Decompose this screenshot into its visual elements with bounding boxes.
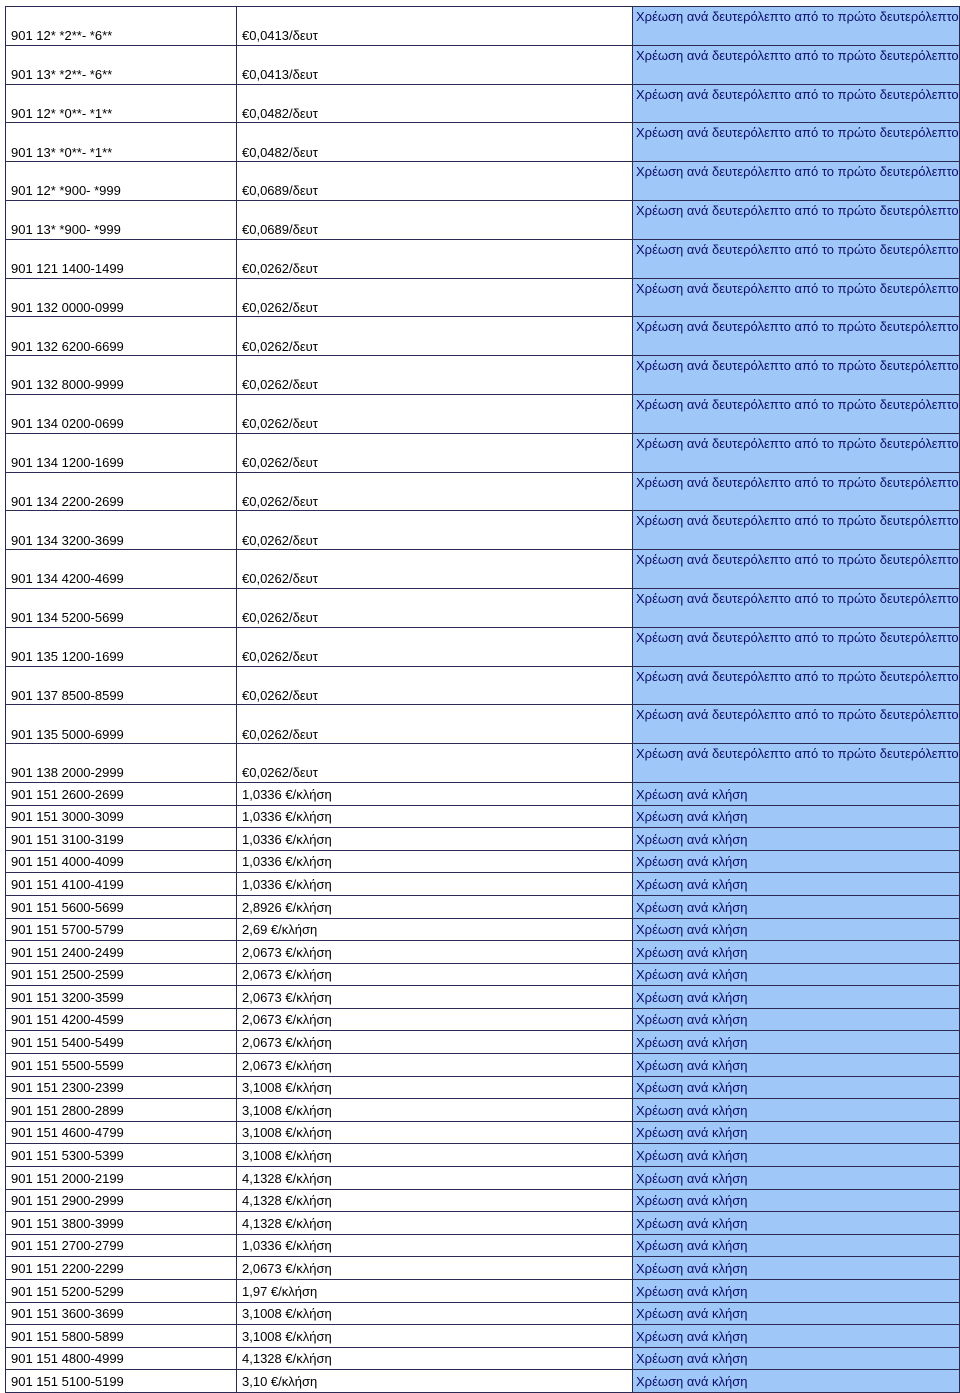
charging-note-cell: Χρέωση ανά κλήση xyxy=(633,963,960,986)
number-range-cell: 901 151 2200-2299 xyxy=(6,1257,237,1280)
rate-cell: 3,1008 €/κλήση xyxy=(237,1076,633,1099)
charging-note-cell: Χρέωση ανά δευτερόλεπτο από το πρώτο δευτερόλεπτο xyxy=(633,744,960,783)
charging-note-cell: Χρέωση ανά κλήση xyxy=(633,1257,960,1280)
charging-note-cell: Χρέωση ανά κλήση xyxy=(633,782,960,805)
charging-note-cell: Χρέωση ανά κλήση xyxy=(633,1302,960,1325)
per-second-row xyxy=(6,433,960,472)
charging-note-cell: Χρέωση ανά δευτερόλεπτο από το πρώτο δευτερόλεπτο xyxy=(633,162,960,201)
per-call-row xyxy=(6,963,960,986)
rate-cell: 3,1008 €/κλήση xyxy=(237,1099,633,1122)
rate-cell: 1,0336 €/κλήση xyxy=(237,873,633,896)
number-range-cell: 901 151 5800-5899 xyxy=(6,1325,237,1348)
per-second-row xyxy=(6,317,960,356)
number-range-cell: 901 151 5200-5299 xyxy=(6,1280,237,1303)
number-range-cell: 901 137 8500-8599 xyxy=(6,666,237,705)
number-range-cell: 901 151 4200-4599 xyxy=(6,1008,237,1031)
per-second-row xyxy=(6,666,960,705)
per-second-row xyxy=(6,627,960,666)
charging-note-cell: Χρέωση ανά δευτερόλεπτο από το πρώτο δευτερόλεπτο xyxy=(633,317,960,356)
per-call-row xyxy=(6,1234,960,1257)
charging-note-cell: Χρέωση ανά δευτερόλεπτο από το πρώτο δευτερόλεπτο xyxy=(633,200,960,239)
rate-cell: 3,1008 €/κλήση xyxy=(237,1121,633,1144)
number-range-cell: 901 151 4000-4099 xyxy=(6,850,237,873)
rates-table-body xyxy=(6,7,960,1393)
charging-note-cell: Χρέωση ανά κλήση xyxy=(633,850,960,873)
rate-cell: €0,0262/δευτ xyxy=(237,588,633,627)
rate-cell: 2,0673 €/κλήση xyxy=(237,1257,633,1280)
rate-cell: €0,0262/δευτ xyxy=(237,433,633,472)
rate-cell: 3,1008 €/κλήση xyxy=(237,1325,633,1348)
per-call-row xyxy=(6,941,960,964)
rate-cell: 4,1328 €/κλήση xyxy=(237,1189,633,1212)
charging-note-cell: Χρέωση ανά δευτερόλεπτο από το πρώτο δευτερόλεπτο xyxy=(633,356,960,395)
charging-note-cell: Χρέωση ανά κλήση xyxy=(633,1370,960,1393)
number-range-cell: 901 12* *900- *999 xyxy=(6,162,237,201)
rate-cell: €0,0262/δευτ xyxy=(237,317,633,356)
charging-note-cell: Χρέωση ανά κλήση xyxy=(633,1121,960,1144)
rate-cell: 2,0673 €/κλήση xyxy=(237,1054,633,1077)
rate-cell: 1,97 €/κλήση xyxy=(237,1280,633,1303)
per-second-row xyxy=(6,200,960,239)
rate-cell: 1,0336 €/κλήση xyxy=(237,782,633,805)
per-call-row xyxy=(6,1280,960,1303)
number-range-cell: 901 151 4600-4799 xyxy=(6,1121,237,1144)
rate-cell: €0,0262/δευτ xyxy=(237,627,633,666)
charging-note-cell: Χρέωση ανά δευτερόλεπτο από το πρώτο δευτερόλεπτο xyxy=(633,550,960,589)
number-range-cell: 901 151 4800-4999 xyxy=(6,1347,237,1370)
per-call-row xyxy=(6,1167,960,1190)
number-range-cell: 901 151 2400-2499 xyxy=(6,941,237,964)
per-call-row xyxy=(6,986,960,1009)
per-call-row xyxy=(6,1121,960,1144)
rate-cell: 4,1328 €/κλήση xyxy=(237,1212,633,1235)
charging-note-cell: Χρέωση ανά κλήση xyxy=(633,941,960,964)
number-range-cell: 901 151 5400-5499 xyxy=(6,1031,237,1054)
per-call-row xyxy=(6,1008,960,1031)
per-second-row xyxy=(6,705,960,744)
number-range-cell: 901 151 3800-3999 xyxy=(6,1212,237,1235)
per-call-row xyxy=(6,1076,960,1099)
rate-cell: 4,1328 €/κλήση xyxy=(237,1167,633,1190)
number-range-cell: 901 151 2600-2699 xyxy=(6,782,237,805)
per-second-row xyxy=(6,744,960,783)
per-second-row xyxy=(6,239,960,278)
per-call-row xyxy=(6,828,960,851)
charging-note-cell: Χρέωση ανά δευτερόλεπτο από το πρώτο δευτερόλεπτο xyxy=(633,511,960,550)
per-call-row xyxy=(6,1212,960,1235)
per-second-row xyxy=(6,472,960,511)
number-range-cell: 901 134 1200-1699 xyxy=(6,433,237,472)
charging-note-cell: Χρέωση ανά κλήση xyxy=(633,1189,960,1212)
rate-cell: €0,0262/δευτ xyxy=(237,744,633,783)
charging-note-cell: Χρέωση ανά κλήση xyxy=(633,1212,960,1235)
charging-note-cell: Χρέωση ανά δευτερόλεπτο από το πρώτο δευτερόλεπτο xyxy=(633,705,960,744)
rate-cell: €0,0262/δευτ xyxy=(237,550,633,589)
number-range-cell: 901 151 2500-2599 xyxy=(6,963,237,986)
charging-note-cell: Χρέωση ανά κλήση xyxy=(633,1054,960,1077)
rate-cell: €0,0262/δευτ xyxy=(237,278,633,317)
rate-cell: 3,1008 €/κλήση xyxy=(237,1302,633,1325)
number-range-cell: 901 151 5300-5399 xyxy=(6,1144,237,1167)
rate-cell: €0,0482/δευτ xyxy=(237,84,633,123)
rate-cell: 1,0336 €/κλήση xyxy=(237,1234,633,1257)
per-call-row xyxy=(6,1257,960,1280)
rate-cell: €0,0262/δευτ xyxy=(237,705,633,744)
per-call-row xyxy=(6,1325,960,1348)
rate-cell: 2,0673 €/κλήση xyxy=(237,941,633,964)
per-call-row xyxy=(6,850,960,873)
rate-cell: 2,0673 €/κλήση xyxy=(237,1031,633,1054)
charging-note-cell: Χρέωση ανά κλήση xyxy=(633,873,960,896)
per-call-row xyxy=(6,1054,960,1077)
number-range-cell: 901 151 2000-2199 xyxy=(6,1167,237,1190)
rate-cell: €0,0262/δευτ xyxy=(237,356,633,395)
number-range-cell: 901 138 2000-2999 xyxy=(6,744,237,783)
rate-cell: €0,0413/δευτ xyxy=(237,7,633,46)
rate-cell: €0,0689/δευτ xyxy=(237,200,633,239)
per-call-row xyxy=(6,918,960,941)
charging-note-cell: Χρέωση ανά κλήση xyxy=(633,1144,960,1167)
rate-cell: 4,1328 €/κλήση xyxy=(237,1347,633,1370)
number-range-cell: 901 134 5200-5699 xyxy=(6,588,237,627)
number-range-cell: 901 151 5100-5199 xyxy=(6,1370,237,1393)
per-call-row xyxy=(6,1189,960,1212)
charging-note-cell: Χρέωση ανά κλήση xyxy=(633,1031,960,1054)
number-range-cell: 901 132 6200-6699 xyxy=(6,317,237,356)
charging-note-cell: Χρέωση ανά κλήση xyxy=(633,1234,960,1257)
charging-note-cell: Χρέωση ανά κλήση xyxy=(633,1325,960,1348)
charging-note-cell: Χρέωση ανά δευτερόλεπτο από το πρώτο δευτερόλεπτο xyxy=(633,7,960,46)
rate-cell: €0,0262/δευτ xyxy=(237,472,633,511)
number-range-cell: 901 151 2800-2899 xyxy=(6,1099,237,1122)
number-range-cell: 901 151 3600-3699 xyxy=(6,1302,237,1325)
number-range-cell: 901 13* *0**- *1** xyxy=(6,123,237,162)
per-call-row xyxy=(6,895,960,918)
number-range-cell: 901 134 0200-0699 xyxy=(6,394,237,433)
charging-note-cell: Χρέωση ανά δευτερόλεπτο από το πρώτο δευτερόλεπτο xyxy=(633,278,960,317)
number-range-cell: 901 151 2300-2399 xyxy=(6,1076,237,1099)
per-second-row xyxy=(6,123,960,162)
charging-note-cell: Χρέωση ανά κλήση xyxy=(633,918,960,941)
number-range-cell: 901 151 3000-3099 xyxy=(6,805,237,828)
per-second-row xyxy=(6,278,960,317)
per-second-row xyxy=(6,550,960,589)
number-range-cell: 901 132 0000-0999 xyxy=(6,278,237,317)
per-call-row xyxy=(6,1144,960,1167)
charging-note-cell: Χρέωση ανά δευτερόλεπτο από το πρώτο δευτερόλεπτο xyxy=(633,84,960,123)
number-range-cell: 901 13* *900- *999 xyxy=(6,200,237,239)
charging-note-cell: Χρέωση ανά δευτερόλεπτο από το πρώτο δευτερόλεπτο xyxy=(633,394,960,433)
per-call-row xyxy=(6,1031,960,1054)
number-range-cell: 901 151 3200-3599 xyxy=(6,986,237,1009)
rate-cell: 2,8926 €/κλήση xyxy=(237,895,633,918)
per-second-row xyxy=(6,394,960,433)
per-second-row xyxy=(6,356,960,395)
rate-cell: 2,0673 €/κλήση xyxy=(237,1008,633,1031)
number-range-cell: 901 134 4200-4699 xyxy=(6,550,237,589)
charging-note-cell: Χρέωση ανά κλήση xyxy=(633,895,960,918)
charging-note-cell: Χρέωση ανά κλήση xyxy=(633,986,960,1009)
charging-note-cell: Χρέωση ανά κλήση xyxy=(633,1008,960,1031)
number-range-cell: 901 12* *2**- *6** xyxy=(6,7,237,46)
per-second-row xyxy=(6,84,960,123)
number-range-cell: 901 151 5600-5699 xyxy=(6,895,237,918)
number-range-cell: 901 151 4100-4199 xyxy=(6,873,237,896)
per-call-row xyxy=(6,1099,960,1122)
charging-note-cell: Χρέωση ανά δευτερόλεπτο από το πρώτο δευτερόλεπτο xyxy=(633,239,960,278)
rate-cell: 1,0336 €/κλήση xyxy=(237,850,633,873)
rate-cell: 2,69 €/κλήση xyxy=(237,918,633,941)
per-second-row xyxy=(6,588,960,627)
rate-cell: €0,0262/δευτ xyxy=(237,666,633,705)
charging-note-cell: Χρέωση ανά κλήση xyxy=(633,805,960,828)
charging-note-cell: Χρέωση ανά κλήση xyxy=(633,1076,960,1099)
rate-cell: €0,0262/δευτ xyxy=(237,511,633,550)
rate-cell: €0,0482/δευτ xyxy=(237,123,633,162)
per-call-row xyxy=(6,1370,960,1393)
rate-cell: 2,0673 €/κλήση xyxy=(237,986,633,1009)
number-range-cell: 901 151 3100-3199 xyxy=(6,828,237,851)
per-call-row xyxy=(6,805,960,828)
charging-note-cell: Χρέωση ανά δευτερόλεπτο από το πρώτο δευτερόλεπτο xyxy=(633,472,960,511)
rate-cell: €0,0262/δευτ xyxy=(237,239,633,278)
per-call-row xyxy=(6,782,960,805)
number-range-cell: 901 13* *2**- *6** xyxy=(6,45,237,84)
rate-cell: 3,10 €/κλήση xyxy=(237,1370,633,1393)
charging-note-cell: Χρέωση ανά δευτερόλεπτο από το πρώτο δευτερόλεπτο xyxy=(633,627,960,666)
rate-cell: €0,0413/δευτ xyxy=(237,45,633,84)
charging-note-cell: Χρέωση ανά δευτερόλεπτο από το πρώτο δευτερόλεπτο xyxy=(633,433,960,472)
charging-note-cell: Χρέωση ανά κλήση xyxy=(633,1167,960,1190)
charging-note-cell: Χρέωση ανά δευτερόλεπτο από το πρώτο δευτερόλεπτο xyxy=(633,123,960,162)
charging-note-cell: Χρέωση ανά δευτερόλεπτο από το πρώτο δευτερόλεπτο xyxy=(633,45,960,84)
rate-cell: €0,0689/δευτ xyxy=(237,162,633,201)
number-range-cell: 901 132 8000-9999 xyxy=(6,356,237,395)
per-second-row xyxy=(6,162,960,201)
number-range-cell: 901 151 5700-5799 xyxy=(6,918,237,941)
per-second-row xyxy=(6,7,960,46)
per-call-row xyxy=(6,1347,960,1370)
rate-cell: 1,0336 €/κλήση xyxy=(237,805,633,828)
number-range-cell: 901 134 2200-2699 xyxy=(6,472,237,511)
charging-note-cell: Χρέωση ανά κλήση xyxy=(633,828,960,851)
charging-note-cell: Χρέωση ανά δευτερόλεπτο από το πρώτο δευτερόλεπτο xyxy=(633,588,960,627)
rate-cell: 2,0673 €/κλήση xyxy=(237,963,633,986)
rate-cell: €0,0262/δευτ xyxy=(237,394,633,433)
charging-note-cell: Χρέωση ανά κλήση xyxy=(633,1347,960,1370)
per-second-row xyxy=(6,45,960,84)
per-second-row xyxy=(6,511,960,550)
number-range-cell: 901 135 5000-6999 xyxy=(6,705,237,744)
number-range-cell: 901 134 3200-3699 xyxy=(6,511,237,550)
per-call-row xyxy=(6,873,960,896)
number-range-cell: 901 151 2900-2999 xyxy=(6,1189,237,1212)
number-range-cell: 901 121 1400-1499 xyxy=(6,239,237,278)
number-range-cell: 901 135 1200-1699 xyxy=(6,627,237,666)
rate-cell: 1,0336 €/κλήση xyxy=(237,828,633,851)
number-range-cell: 901 12* *0**- *1** xyxy=(6,84,237,123)
number-range-cell: 901 151 5500-5599 xyxy=(6,1054,237,1077)
charging-note-cell: Χρέωση ανά κλήση xyxy=(633,1280,960,1303)
charging-note-cell: Χρέωση ανά δευτερόλεπτο από το πρώτο δευτερόλεπτο xyxy=(633,666,960,705)
rates-table xyxy=(5,6,960,1393)
rate-cell: 3,1008 €/κλήση xyxy=(237,1144,633,1167)
charging-note-cell: Χρέωση ανά κλήση xyxy=(633,1099,960,1122)
number-range-cell: 901 151 2700-2799 xyxy=(6,1234,237,1257)
per-call-row xyxy=(6,1302,960,1325)
